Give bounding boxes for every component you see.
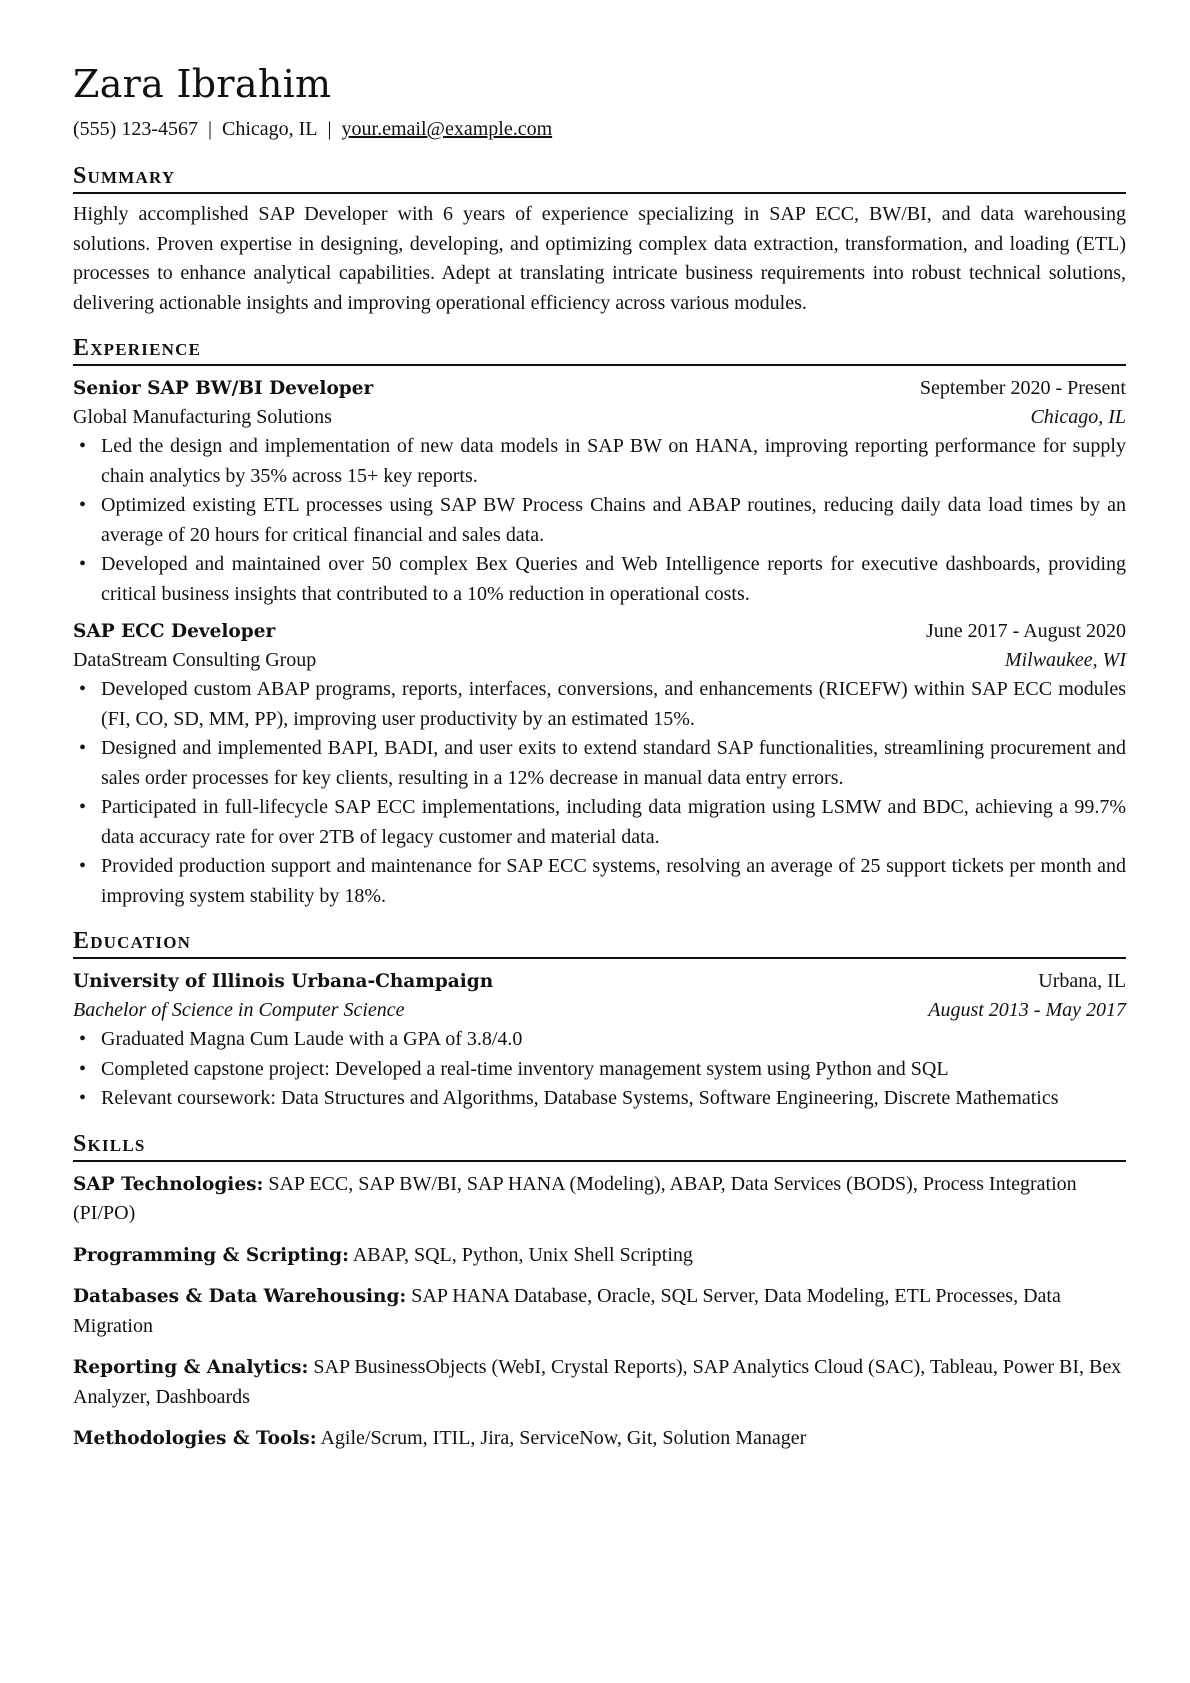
bullet-icon: •	[79, 737, 87, 759]
bullet-text: Participated in full-lifecycle SAP ECC implementations, including data migration using LSMW and BDC, achieving a 99.7% data accuracy rate for over 2TB of legacy customer and material data.	[101, 796, 1126, 848]
skills-section	[73, 1130, 1126, 1454]
skill-value: Agile/Scrum, ITIL, Jira, ServiceNow, Git, Solution Manager	[320, 1427, 807, 1449]
job-title: Senior SAP BW/BI Developer	[73, 378, 374, 399]
skill-label: SAP Technologies:	[73, 1173, 264, 1195]
bullet-icon: •	[79, 553, 87, 575]
section-heading-education: Education	[73, 927, 1126, 959]
email-link[interactable]: your.email@example.com	[341, 118, 553, 140]
skill-row	[73, 1170, 1126, 1229]
bullet-icon: •	[79, 678, 87, 700]
job-location: Milwaukee, WI	[1004, 649, 1126, 671]
contact-separator: |	[207, 118, 212, 140]
section-heading-skills: Skills	[73, 1130, 1126, 1162]
education-bullets	[73, 1025, 1126, 1114]
skill-label: Programming & Scripting:	[73, 1244, 349, 1266]
list-item	[73, 675, 1126, 734]
bullet-icon: •	[79, 494, 87, 516]
phone-number: (555) 123-4567	[73, 118, 198, 140]
list-item	[73, 491, 1126, 550]
skill-value: SAP ECC, SAP BW/BI, SAP HANA (Modeling), ABAP, Data Services (BODS), Process Integration (PI/PO)	[73, 1172, 1077, 1224]
job-entry	[73, 617, 1126, 911]
bullet-icon: •	[79, 435, 87, 457]
list-item	[73, 734, 1126, 793]
skill-label: Databases & Data Warehousing:	[73, 1286, 407, 1307]
company-name: Global Manufacturing Solutions	[73, 406, 332, 428]
list-item	[73, 793, 1126, 852]
job-dates: June 2017 - August 2020	[926, 620, 1126, 642]
experience-section	[73, 334, 1126, 911]
bullet-text: Relevant coursework: Data Structures and Algorithms, Database Systems, Software Engineering, Discrete Mathematics	[101, 1087, 1059, 1109]
skill-value: ABAP, SQL, Python, Unix Shell Scripting	[352, 1243, 693, 1266]
job-bullets	[73, 432, 1126, 609]
education-section	[73, 927, 1126, 1114]
skill-row	[73, 1282, 1126, 1341]
section-heading-experience: Experience	[73, 334, 1126, 366]
skill-value: SAP BusinessObjects (WebI, Crystal Reports), SAP Analytics Cloud (SAC), Tableau, Power BI, Bex Analyzer, Dashboards	[73, 1356, 1122, 1408]
skill-value: SAP HANA Database, Oracle, SQL Server, Data Modeling, ETL Processes, Data Migration	[73, 1285, 1061, 1337]
bullet-text: Developed and maintained over 50 complex Bex Queries and Web Intelligence reports for executive dashboards, providing critical business insights that contributed to a 10% reduction in operational costs.	[101, 553, 1126, 605]
location: Chicago, IL	[222, 118, 318, 140]
list-item	[73, 550, 1126, 609]
list-item	[73, 1084, 1126, 1114]
summary-text: Highly accomplished SAP Developer with 6 years of experience specializing in SAP ECC, BW/BI, and data warehousing solutions. Proven expertise in designing, developing, and optimizing complex data extraction, transformation, and loading (ETL) processes to enhance analytical capabilities. Adept at translating intricate business requirements into robust technical solutions, delivering actionable insights and improving operational efficiency across various modules.	[73, 203, 1126, 314]
school-location: Urbana, IL	[1038, 970, 1126, 992]
skill-label: Methodologies & Tools:	[73, 1428, 317, 1449]
bullet-icon: •	[79, 1028, 87, 1050]
bullet-icon: •	[79, 1057, 87, 1080]
list-item	[73, 1025, 1126, 1055]
list-item	[73, 1055, 1126, 1085]
bullet-text: Led the design and implementation of new data models in SAP BW on HANA, improving reporting performance for supply chain analytics by 35% across 15+ key reports.	[101, 435, 1126, 487]
company-name: DataStream Consulting Group	[73, 649, 317, 671]
bullet-icon: •	[79, 1087, 87, 1109]
candidate-name: Zara Ibrahim	[73, 62, 332, 106]
resume-page	[73, 58, 1126, 1466]
bullet-text: Graduated Magna Cum Laude with a GPA of 3.8/4.0	[101, 1028, 523, 1050]
education-dates: August 2013 - May 2017	[928, 999, 1126, 1021]
bullet-text: Provided production support and maintenance for SAP ECC systems, resolving an average of 25 support tickets per month and improving system stability by 18%.	[101, 855, 1126, 907]
summary-section	[73, 162, 1126, 318]
bullet-text: Developed custom ABAP programs, reports, interfaces, conversions, and enhancements (RICEFW) within SAP ECC modules (FI, CO, SD, MM, PP), improving user productivity by an estimated 15%.	[101, 678, 1126, 730]
bullet-icon: •	[79, 855, 87, 877]
skill-row	[73, 1241, 1126, 1271]
section-heading-summary: Summary	[73, 162, 1126, 194]
contact-line	[73, 116, 1126, 142]
list-item	[73, 852, 1126, 911]
degree: Bachelor of Science in Computer Science	[73, 999, 405, 1021]
job-bullets	[73, 675, 1126, 911]
job-title: SAP ECC Developer	[73, 621, 276, 642]
skill-row	[73, 1424, 1126, 1454]
bullet-text: Completed capstone project: Developed a real-time inventory management system using Python and SQL	[101, 1057, 949, 1080]
list-item	[73, 432, 1126, 491]
job-location: Chicago, IL	[1030, 406, 1126, 428]
job-dates: September 2020 - Present	[919, 377, 1126, 399]
bullet-text: Designed and implemented BAPI, BADI, and user exits to extend standard SAP functionalities, streamlining procurement and sales order processes for key clients, resulting in a 12% decrease in manual data entry errors.	[101, 737, 1126, 789]
job-entry	[73, 374, 1126, 609]
bullet-text: Optimized existing ETL processes using SAP BW Process Chains and ABAP routines, reducing daily data load times by an average of 20 hours for critical financial and sales data.	[101, 494, 1126, 546]
skill-row	[73, 1353, 1126, 1412]
bullet-icon: •	[79, 796, 87, 818]
school-name: University of Illinois Urbana-Champaign	[73, 971, 494, 992]
skill-label: Reporting & Analytics:	[73, 1357, 309, 1378]
contact-separator: |	[327, 118, 332, 140]
